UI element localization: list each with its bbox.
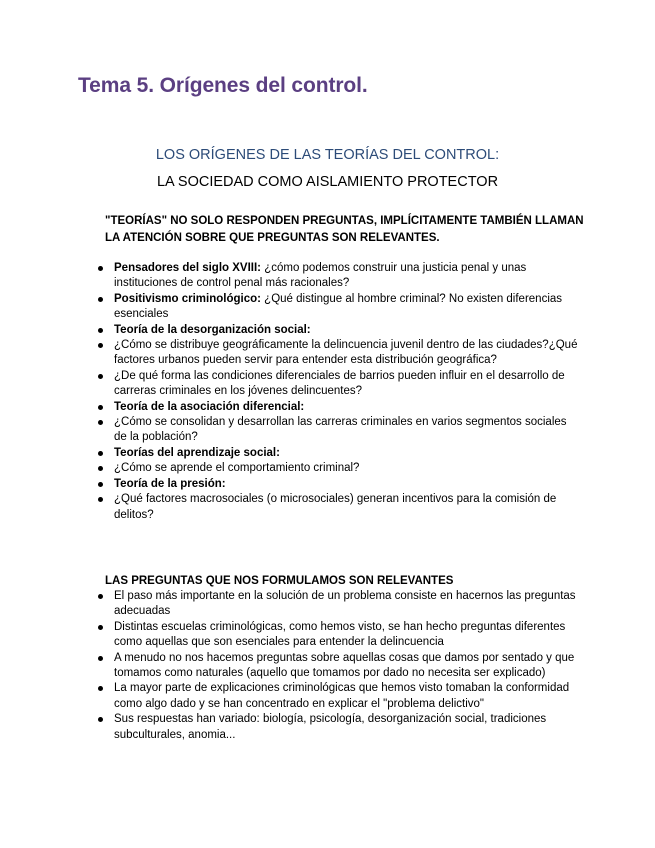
list-item-text: ¿Qué distingue al hombre criminal? No existen diferencias esenciales	[114, 292, 563, 321]
list-item	[114, 477, 580, 492]
list-item: El paso más importante en la solución de un problema consiste en hacernos las preguntas adecuadas	[114, 589, 580, 620]
list-item-bold: Teoría de la desorganización social:	[114, 323, 311, 336]
list-item	[114, 338, 580, 369]
list-item: Sus respuestas han variado: biología, psicología, desorganización social, tradiciones subculturales, anomia...	[114, 712, 580, 743]
list-item-bold: Teoría de la asociación diferencial:	[114, 400, 305, 413]
section-subtitle-origins: LOS ORÍGENES DE LAS TEORÍAS DEL CONTROL:	[155, 147, 500, 163]
list-item-text: ¿De qué forma las condiciones diferenciales de barrios pueden influir en el desarrollo de carreras criminales en los jóvenes delincuentes?	[114, 369, 565, 398]
list-item-bold: Pensadores del siglo XVIII:	[114, 262, 261, 274]
intro-statement: "TEORÍAS" NO SOLO RESPONDEN PREGUNTAS, IMPLÍCITAMENTE TAMBIÉN LLAMAN LA ATENCIÓN SOBRE QUE PREGUNTAS SON RELEVANTES.	[105, 215, 584, 244]
list-item	[114, 446, 580, 461]
list-item: Distintas escuelas criminológicas, como hemos visto, se han hecho preguntas diferentes como aquellas que son esenciales para entender la delincuencia	[114, 620, 580, 651]
relevant-questions-list	[114, 589, 580, 743]
section-heading-relevant-questions: LAS PREGUNTAS QUE NOS FORMULAMOS SON RELEVANTES	[105, 575, 454, 587]
list-item-bold: Teoría de la presión:	[114, 477, 226, 490]
list-item	[114, 415, 580, 446]
list-item	[114, 400, 580, 415]
list-item-text: ¿Cómo se consolidan y desarrollan las carreras criminales en varios segmentos sociales de la población?	[114, 416, 567, 444]
list-item	[114, 261, 580, 292]
page-title: Tema 5. Orígenes del control.	[78, 74, 368, 97]
list-item	[114, 461, 580, 476]
list-item-text: ¿Qué factores macrosociales (o microsociales) generan incentivos para la comisión de delitos?	[114, 493, 557, 521]
list-item	[114, 323, 580, 338]
list-item-bold: Teorías del aprendizaje social:	[114, 446, 280, 459]
list-item	[114, 292, 580, 323]
list-item	[114, 369, 580, 400]
list-item	[114, 492, 580, 523]
list-item-bold: Positivismo criminológico:	[114, 292, 261, 305]
list-item: A menudo no nos hacemos preguntas sobre aquellas cosas que damos por sentado y que tomamos como naturales (aquello que tomamos por dado no necesita ser explicado)	[114, 651, 580, 682]
theories-question-list	[114, 261, 580, 523]
list-item: La mayor parte de explicaciones criminológicas que hemos visto tomaban la conformidad como algo dado y se han concentrado en explicar el "problema delictivo"	[114, 681, 580, 712]
list-item-text: ¿cómo podemos construir una justicia penal y unas instituciones de control penal más racionales?	[114, 262, 527, 290]
list-item-text: ¿Cómo se distribuye geográficamente la delincuencia juvenil dentro de las ciudades?¿Qué factores urbanos pueden servir para entender esta distribución geográfica?	[114, 339, 578, 367]
section-subtitle-society: LA SOCIEDAD COMO AISLAMIENTO PROTECTOR	[156, 174, 499, 190]
list-item-text: ¿Cómo se aprende el comportamiento criminal?	[114, 462, 360, 475]
